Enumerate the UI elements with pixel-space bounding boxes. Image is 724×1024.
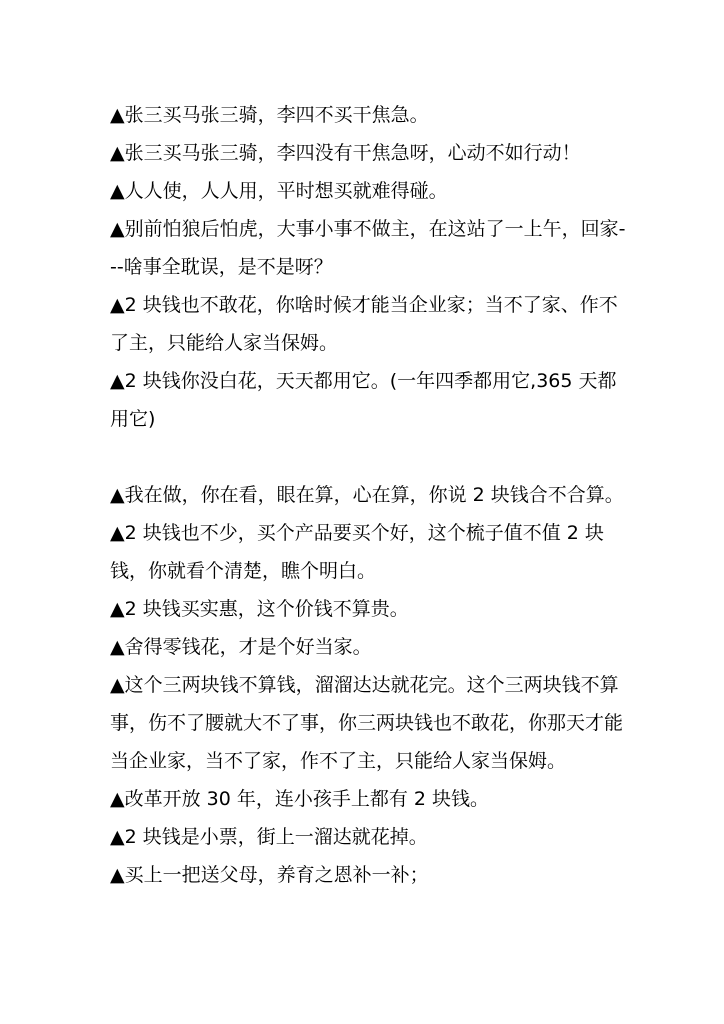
paragraph-7: ▲我在做，你在看，眼在算，心在算，你说 2 块钱合不合算。: [110, 484, 624, 506]
paragraph-2: ▲张三买马张三骑，李四没有干焦急呀，心动不如行动！: [110, 142, 581, 164]
paragraph-3: ▲人人使，人人用，平时想买就难得碰。: [110, 180, 448, 202]
paragraph-11: ▲这个三两块钱不算钱，溜溜达达就花完。这个三两块钱不算事，伤不了腰就大不了事，你三两块钱也不敢花，你那天才能当企业家，当不了家，作不了主，只能给人家当保姆。: [110, 674, 624, 772]
blank-line: [110, 438, 630, 476]
paragraph-9: ▲2 块钱买实惠，这个价钱不算贵。: [110, 598, 409, 620]
document-body: [110, 96, 630, 894]
paragraph-1: ▲张三买马张三骑，李四不买干焦急。: [110, 104, 429, 126]
paragraph-14: ▲买上一把送父母，养育之恩补一补；: [110, 864, 429, 886]
paragraph-12: ▲改革开放 30 年，连小孩手上都有 2 块钱。: [110, 788, 490, 810]
paragraph-8: ▲2 块钱也不少，买个产品要买个好，这个梳子值不值 2 块钱，你就看个清楚，瞧个明白。: [110, 522, 604, 582]
paragraph-5: ▲2 块钱也不敢花，你啥时候才能当企业家；当不了家、作不了主，只能给人家当保姆。: [110, 294, 618, 354]
paragraph-4: ▲别前怕狼后怕虎，大事小事不做主，在这站了一上午，回家---啥事全耽误，是不是呀？: [110, 218, 626, 278]
paragraph-13: ▲2 块钱是小票，街上一溜达就花掉。: [110, 826, 428, 848]
paragraph-10: ▲舍得零钱花，才是个好当家。: [110, 636, 372, 658]
paragraph-6: ▲2 块钱你没白花，天天都用它。(一年四季都用它,365 天都用它): [110, 370, 617, 430]
